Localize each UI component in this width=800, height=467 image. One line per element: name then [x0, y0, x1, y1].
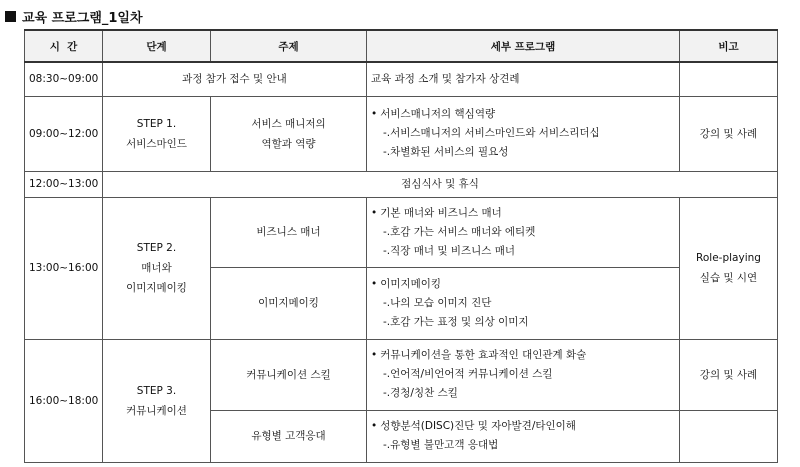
- page-title: [5, 5, 143, 27]
- topic-cell: 이미지메이킹: [211, 267, 367, 339]
- detail-text: 서비스매니저의 핵심역량: [380, 108, 496, 120]
- note-cell: [680, 62, 778, 96]
- detail-line: -.언어적/비언어적 커뮤니케이션 스킬: [383, 368, 553, 380]
- bullet-icon: •: [371, 420, 378, 432]
- session-cell: 과정 참가 접수 및 안내: [103, 62, 367, 96]
- table-row: [25, 339, 778, 410]
- header-topic: 주제: [211, 30, 367, 62]
- time-cell: 12:00~13:00: [25, 171, 103, 197]
- detail-line: -.호감 가는 표정 및 의상 이미지: [383, 315, 529, 328]
- time-cell: 16:00~18:00: [25, 339, 103, 462]
- step-name: 이미지메이킹: [126, 282, 187, 294]
- step-number: STEP 1.: [136, 117, 177, 130]
- detail-line: 교육 과정 소개 및 참가자 상견례: [371, 72, 520, 85]
- detail-cell: [367, 197, 680, 267]
- detail-line: -.직장 매너 및 비즈니스 매너: [383, 244, 516, 257]
- lunch-cell: 점심식사 및 휴식: [103, 171, 778, 197]
- note-line: 실습 및 시연: [699, 272, 758, 284]
- detail-line: -.경청/칭찬 스킬: [383, 387, 458, 399]
- table-row: [25, 96, 778, 171]
- step-cell: [103, 96, 211, 171]
- detail-line: [371, 204, 675, 223]
- step-name: 커뮤니케이션: [126, 404, 187, 417]
- square-bullet-icon: [5, 11, 16, 22]
- bullet-icon: •: [371, 349, 378, 361]
- step-number: STEP 2.: [136, 242, 177, 254]
- bullet-icon: •: [371, 277, 378, 290]
- header-note: 비고: [680, 30, 778, 62]
- step-cell: [103, 339, 211, 462]
- step-name: 서비스마인드: [126, 137, 187, 150]
- table-header-row: [25, 30, 778, 62]
- time-cell: 13:00~16:00: [25, 197, 103, 339]
- note-cell: 강의 및 사례: [680, 339, 778, 410]
- topic-line: 서비스 매니저의: [251, 117, 326, 130]
- topic-cell: [211, 96, 367, 171]
- schedule-table: [24, 29, 778, 463]
- topic-line: 역할과 역량: [261, 137, 316, 150]
- detail-line: -.서비스매니저의 서비스마인드와 서비스리더십: [383, 127, 600, 139]
- topic-cell: 유형별 고객응대: [211, 410, 367, 462]
- detail-line: -.유형별 불만고객 응대법: [383, 439, 499, 451]
- header-detail: 세부 프로그램: [367, 30, 680, 62]
- detail-text: 커뮤니케이션을 통한 효과적인 대인관계 화술: [380, 349, 587, 361]
- bullet-icon: •: [371, 108, 378, 120]
- table-row: [25, 197, 778, 267]
- detail-cell: [367, 62, 680, 96]
- topic-cell: 비즈니스 매너: [211, 197, 367, 267]
- header-step: 단계: [103, 30, 211, 62]
- detail-line: [371, 346, 675, 365]
- detail-cell: [367, 96, 680, 171]
- table-row: [25, 171, 778, 197]
- page-title-text: 교육 프로그램_1일차: [22, 10, 143, 26]
- detail-line: -.호감 가는 서비스 매너와 에티켓: [383, 225, 536, 238]
- bullet-icon: •: [371, 206, 378, 219]
- note-cell: 강의 및 사례: [680, 96, 778, 171]
- detail-cell: [367, 410, 680, 462]
- detail-text: 기본 매너와 비즈니스 매너: [380, 206, 502, 219]
- step-number: STEP 3.: [136, 384, 177, 397]
- topic-cell: 커뮤니케이션 스킬: [211, 339, 367, 410]
- detail-line: -.차별화된 서비스의 필요성: [383, 146, 509, 158]
- detail-text: 성향분석(DISC)진단 및 자아발견/타인이해: [380, 420, 576, 432]
- time-cell: 09:00~12:00: [25, 96, 103, 171]
- time-cell: 08:30~09:00: [25, 62, 103, 96]
- detail-cell: [367, 339, 680, 410]
- step-name: 매너와: [141, 262, 172, 274]
- detail-cell: [367, 267, 680, 339]
- detail-text: 이미지메이킹: [380, 277, 442, 290]
- step-cell: [103, 197, 211, 339]
- detail-line: -.나의 모습 이미지 진단: [383, 296, 492, 309]
- detail-line: [371, 275, 675, 294]
- note-cell: [680, 197, 778, 339]
- header-time: 시 간: [25, 30, 103, 62]
- table-row: [25, 62, 778, 96]
- note-cell: [680, 410, 778, 462]
- detail-line: [371, 105, 675, 124]
- note-line: Role-playing: [696, 252, 761, 264]
- detail-line: [371, 417, 675, 436]
